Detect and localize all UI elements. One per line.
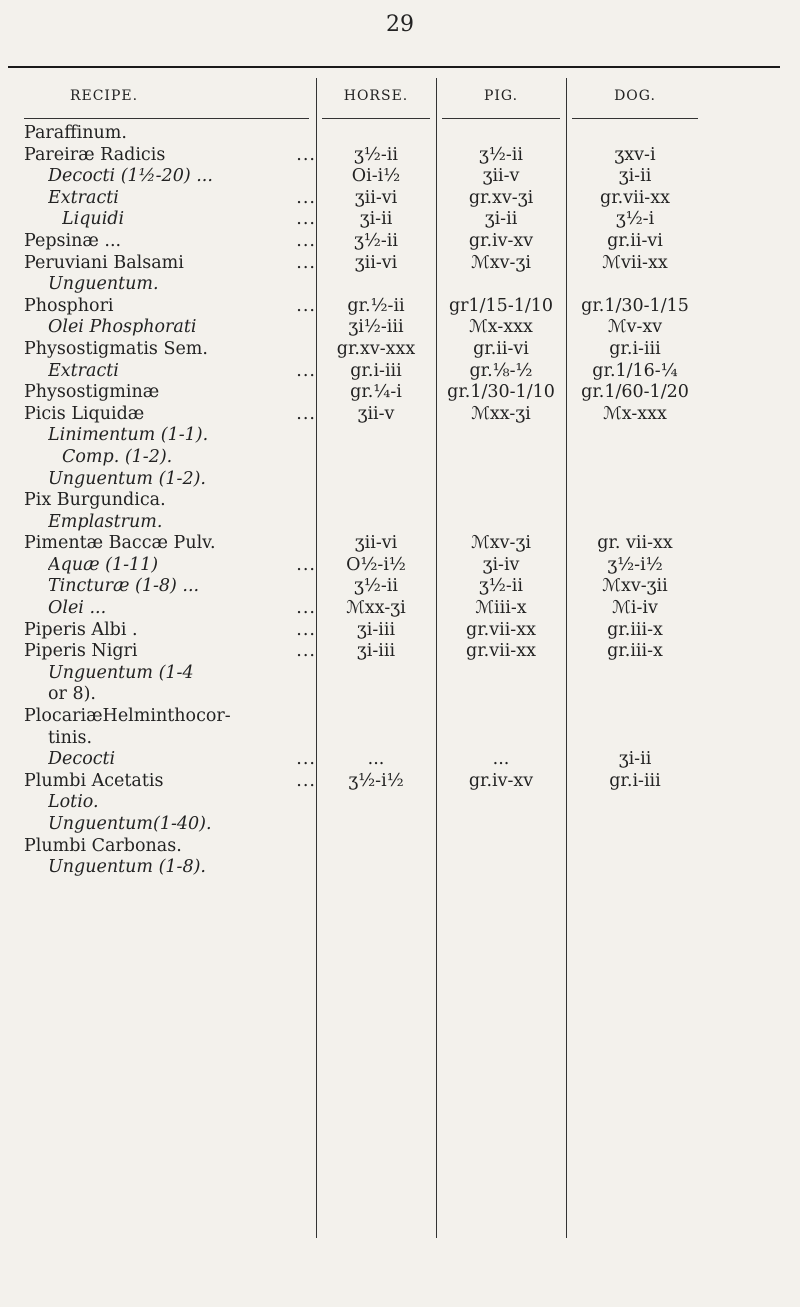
dose-pig: ʒi-ii [484,209,518,230]
table-row [0,836,800,858]
recipe-name: Linimentum (1-1). [48,425,209,446]
table-row [0,145,800,167]
dose-horse: ʒ½-ii [354,144,398,165]
table-row [0,814,800,836]
recipe-name: Lotio. [48,792,99,813]
recipe-name: Unguentum (1-4 [48,662,194,683]
recipe-table [0,123,800,879]
header-rule [442,118,560,119]
table-row [0,792,800,814]
dose-pig: gr.⅛-½ [469,360,533,381]
dose-dog: ʒxv-i [614,144,656,165]
table-row [0,598,800,620]
table-row [0,641,800,663]
table-row [0,749,800,771]
recipe-name: Decocti [48,749,116,770]
dose-dog: gr.i-iii [609,338,661,359]
table-row [0,771,800,793]
table-row [0,857,800,879]
recipe-name: Plumbi Acetatis [24,770,164,791]
dose-dog: ℳxv-ʒii [602,576,668,597]
dose-horse: ʒ½-i½ [348,770,404,791]
dose-dog: gr.vii-xx [600,187,670,208]
table-row [0,253,800,275]
dose-pig: gr1/15-1/10 [448,295,554,316]
recipe-name: Picis Liquidæ [24,403,145,424]
table-row [0,706,800,728]
dose-horse: ... [367,749,385,770]
table-row [0,274,800,296]
table-row [0,469,800,491]
dose-horse: Oi-i½ [351,166,401,187]
table-row [0,576,800,598]
table-row [0,555,800,577]
top-rule [8,66,780,68]
dose-pig: ʒii-v [482,166,520,187]
dose-dog: gr.iii-x [607,641,663,662]
table-row [0,209,800,231]
leader-dots: ... [296,749,316,770]
table-row [0,684,800,706]
dose-dog: ʒ½-i [615,209,655,230]
dose-horse: ʒii-vi [354,187,398,208]
recipe-name: Unguentum (1-2). [48,468,206,489]
dose-dog: ʒi-ii [618,749,652,770]
table-row [0,123,800,145]
table-row [0,620,800,642]
dose-pig: ℳxv-ʒi [471,252,531,273]
recipe-name: Olei ... [48,598,107,619]
dose-horse: ʒii-vi [354,252,398,273]
dose-horse: ʒii-v [357,403,395,424]
dose-pig: gr.iv-xv [468,230,534,251]
table-row [0,317,800,339]
dose-horse: ʒi-ii [359,209,393,230]
table-row [0,512,800,534]
dose-horse: ʒ½-ii [354,576,398,597]
dose-dog: gr.1/60-1/20 [581,382,689,403]
recipe-name: Liquidi [62,209,125,230]
table-row [0,188,800,210]
dose-pig: gr.ii-vi [473,338,529,359]
dose-dog: gr.1/16-¼ [592,360,678,381]
dose-horse: ʒi-iii [356,641,396,662]
leader-dots: ... [296,230,316,251]
dose-pig: ℳiii-x [475,598,527,619]
recipe-name: Phosphori [24,295,114,316]
dose-dog: ʒi-ii [618,166,652,187]
recipe-name: Plumbi Carbonas. [24,835,182,856]
dose-pig: ℳx-xxx [469,317,533,338]
leader-dots: ... [296,144,316,165]
header-recipe: RECIPE. [69,88,139,104]
table-row [0,231,800,253]
dose-dog: gr.1/30-1/15 [581,295,689,316]
table-row [0,296,800,318]
dose-dog: ℳx-xxx [603,403,667,424]
table-row [0,663,800,685]
header-rule [24,118,309,119]
dose-pig: gr.iv-xv [468,770,534,791]
dose-horse: ʒi-iii [356,619,396,640]
recipe-name: Extracti [48,360,119,381]
dose-horse: ʒ½-ii [354,230,398,251]
recipe-name: tinis. [48,727,93,748]
dose-pig: gr.1/30-1/10 [447,382,555,403]
table-row [0,533,800,555]
dose-pig: ʒ½-ii [479,576,523,597]
header-dog: DOG. [614,88,656,104]
dose-horse: gr.½-ii [347,295,405,316]
table-row [0,425,800,447]
leader-dots: ... [296,295,316,316]
leader-dots: ... [296,619,316,640]
dose-dog: ℳvii-xx [602,252,668,273]
leader-dots: ... [296,187,316,208]
recipe-name: Emplastrum. [48,511,163,532]
table-row [0,490,800,512]
dose-horse: ℳxx-ʒi [346,598,406,619]
dose-dog: ℳv-xv [607,317,663,338]
dose-dog: gr.ii-vi [607,230,663,251]
leader-dots: ... [296,554,316,575]
recipe-name: Pepsinæ ... [24,230,122,251]
dose-dog: ʒ½-i½ [607,554,663,575]
recipe-name: or 8). [48,684,96,705]
recipe-name: Peruviani Balsami [24,252,184,273]
dose-horse: O½-i½ [346,554,406,575]
table-row [0,382,800,404]
header-horse: HORSE. [343,88,409,104]
recipe-name: Pareiræ Radicis [24,144,166,165]
recipe-name: Olei Phosphorati [48,317,197,338]
table-row [0,728,800,750]
recipe-name: Unguentum. [48,274,159,295]
dose-horse: gr.¼-i [350,382,402,403]
recipe-name: Aquæ (1-11) [48,554,159,575]
recipe-name: Tincturæ (1-8) ... [48,576,200,597]
recipe-name: PlocariæHelminthocor- [24,706,231,727]
dose-dog: gr. vii-xx [597,533,673,554]
table-row [0,166,800,188]
leader-dots: ... [296,770,316,791]
dose-pig: ʒ½-ii [479,144,523,165]
dose-dog: gr.i-iii [609,770,661,791]
dose-horse: gr.xv-xxx [336,338,416,359]
table-row [0,404,800,426]
recipe-name: Piperis Albi . [24,619,138,640]
recipe-name: Extracti [48,187,119,208]
dose-pig: ʒi-iv [482,554,520,575]
dose-pig: ℳxx-ʒi [471,403,531,424]
dose-pig: gr.vii-xx [466,641,536,662]
leader-dots: ... [296,360,316,381]
recipe-name: Piperis Nigri [24,641,138,662]
leader-dots: ... [296,403,316,424]
leader-dots: ... [296,598,316,619]
table-row [0,339,800,361]
recipe-name: Unguentum(1-40). [48,814,212,834]
recipe-name: Decocti (1½-20) ... [48,166,213,187]
dose-horse: ʒii-vi [354,533,398,554]
dose-horse: gr.i-iii [350,360,402,381]
dose-dog: ℳi-iv [612,598,658,619]
recipe-name: Pimentæ Baccæ Pulv. [24,533,216,554]
recipe-name: Physostigminæ [24,382,160,403]
recipe-name: Pix Burgundica. [24,490,166,511]
recipe-name: Paraffinum. [24,123,127,143]
page-number: 29 [386,12,414,37]
recipe-name: Physostigmatis Sem. [24,338,208,359]
dose-pig: gr.vii-xx [466,619,536,640]
dose-dog: gr.iii-x [607,619,663,640]
dose-pig: ... [492,749,510,770]
dose-horse: ʒi½-iii [348,317,404,338]
recipe-name: Unguentum (1-8). [48,857,206,878]
header-rule [322,118,430,119]
recipe-name: Comp. (1-2). [62,446,173,467]
dose-pig: gr.xv-ʒi [468,187,534,208]
table-row [0,447,800,469]
header-rule [572,118,698,119]
leader-dots: ... [296,252,316,273]
header-pig: PIG. [483,88,519,104]
leader-dots: ... [296,641,316,662]
table-row [0,361,800,383]
dose-pig: ℳxv-ʒi [471,533,531,554]
leader-dots: ... [296,209,316,230]
